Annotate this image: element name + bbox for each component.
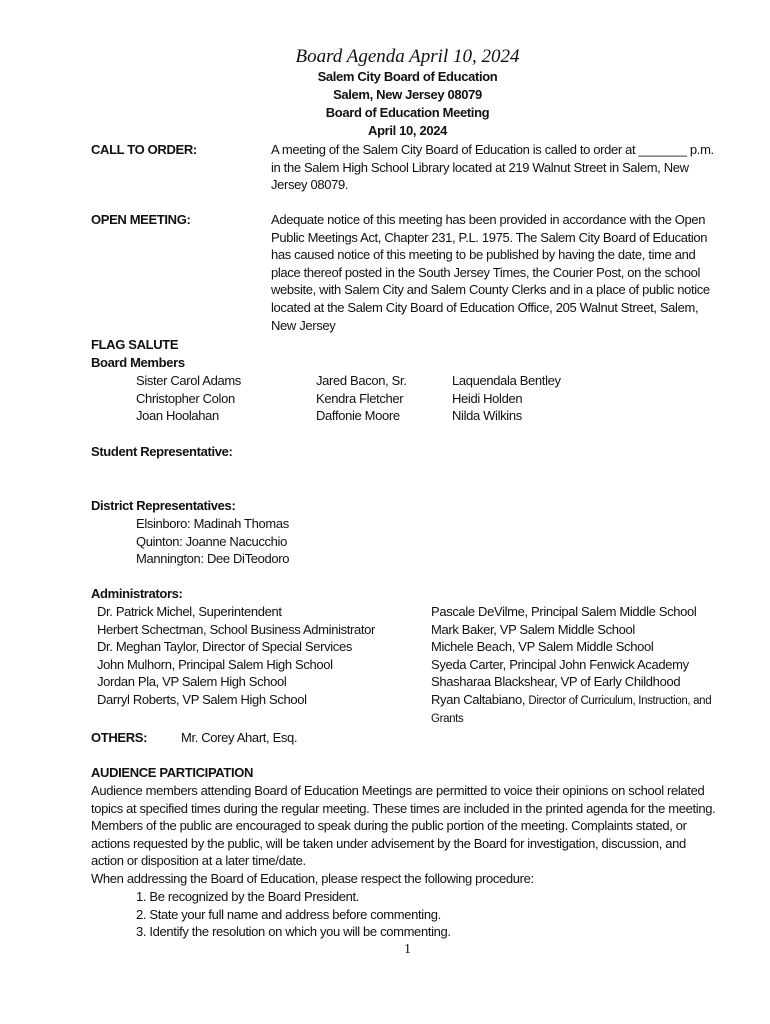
list-item: Daffonie Moore: [316, 408, 400, 424]
others-label: OTHERS:: [91, 730, 148, 745]
list-item: Grants: [431, 712, 464, 725]
list-item: Darryl Roberts, VP Salem High School: [97, 691, 307, 707]
district-reps-heading: District Representatives:: [91, 498, 236, 513]
list-item: 3. Identify the resolution on which you will be commenting.: [136, 924, 451, 940]
call-to-order-label: CALL TO ORDER:: [91, 142, 197, 157]
list-item: Heidi Holden: [452, 390, 523, 406]
list-item: John Mulhorn, Principal Salem High School: [97, 656, 333, 672]
board-members-col-1: [136, 372, 241, 425]
district-reps-list: [136, 515, 289, 568]
list-item: Kendra Fletcher: [316, 390, 404, 406]
list-item: Shasharaa Blackshear, VP of Early Childhood: [431, 674, 681, 690]
list-item: Herbert Schectman, School Business Administrator: [97, 621, 375, 637]
list-item: Mark Baker, VP Salem Middle School: [431, 621, 635, 637]
flag-salute-heading: FLAG SALUTE: [91, 337, 179, 352]
list-item: Michele Beach, VP Salem Middle School: [431, 639, 654, 655]
agenda-title: Board Agenda April 10, 2024: [295, 46, 520, 67]
list-item: Mannington: Dee DiTeodoro: [136, 551, 290, 567]
list-item: Dr. Meghan Taylor, Director of Special Services: [97, 639, 352, 655]
open-meeting-label: OPEN MEETING:: [91, 212, 191, 227]
list-item: 1. Be recognized by the Board President.: [136, 889, 360, 904]
list-item: Nilda Wilkins: [452, 408, 522, 424]
header-meeting: Board of Education Meeting: [325, 105, 490, 120]
audience-heading: AUDIENCE PARTICIPATION: [91, 765, 254, 780]
others-value: Mr. Corey Ahart, Esq.: [181, 730, 298, 745]
board-members-col-3: [452, 372, 561, 425]
procedure-list: [136, 888, 451, 941]
administrators-right: [431, 603, 711, 728]
list-item: Jared Bacon, Sr.: [316, 373, 407, 388]
header-address: Salem, New Jersey 08079: [333, 87, 482, 102]
administrators-left: [97, 603, 375, 709]
board-members-heading: Board Members: [91, 355, 185, 370]
list-item: Laquendala Bentley: [452, 373, 561, 388]
administrators-heading: Administrators:: [91, 586, 183, 601]
list-item: Christopher Colon: [136, 390, 235, 406]
list-item: 2. State your full name and address before commenting.: [136, 906, 441, 922]
header-org: Salem City Board of Education: [317, 69, 498, 84]
list-item: Quinton: Joanne Nacucchio: [136, 533, 287, 549]
audience-text: Audience members attending Board of Education Meetings are permitted to voice their opinions on school related topics at specified times during the regular meeting. These times are included in the printed agenda for the meeting. Members of the public are encouraged to speak during the public portion of the meeting. Complaints stated, or actions requested by the public, will be taken under advisement by the Board for investigation, discussion, and action or disposition at a later time/date. When addressing the Board of Education, please respect the following procedure:: [91, 783, 716, 886]
list-item: Jordan Pla, VP Salem High School: [97, 674, 287, 690]
list-item: Dr. Patrick Michel, Superintendent: [97, 604, 282, 619]
list-item: Pascale DeVilme, Principal Salem Middle School: [431, 604, 697, 619]
list-item: Elsinboro: Madinah Thomas: [136, 516, 289, 531]
open-meeting-text: Adequate notice of this meeting has been provided in accordance with the Open Public Meetings Act, Chapter 231, P.L. 1975. The Salem City Board of Education has caused notice of this meeting to be published by having the date, time and place thereof posted in the South Jersey Times, the Courier Post, on the school website, with Salem City and Salem County Clerks and in a place of public notice located at the Salem City Board of Education Office, 205 Walnut Street, Salem, New Jersey: [271, 212, 710, 333]
student-rep-heading: Student Representative:: [91, 444, 233, 459]
list-item: Joan Hoolahan: [136, 408, 219, 424]
list-item: Ryan Caltabiano, Director of Curriculum, Instruction, and: [431, 691, 712, 707]
page-number: 1: [404, 942, 411, 957]
list-item: Sister Carol Adams: [136, 373, 241, 388]
board-members-col-2: [316, 372, 407, 425]
header-date: April 10, 2024: [368, 123, 447, 138]
call-to-order-text: A meeting of the Salem City Board of Education is called to order at _______ p.m. in the Salem High School Library located at 219 Walnut Street in Salem, New Jersey 08079.: [271, 142, 714, 193]
list-item: Syeda Carter, Principal John Fenwick Academy: [431, 656, 689, 672]
